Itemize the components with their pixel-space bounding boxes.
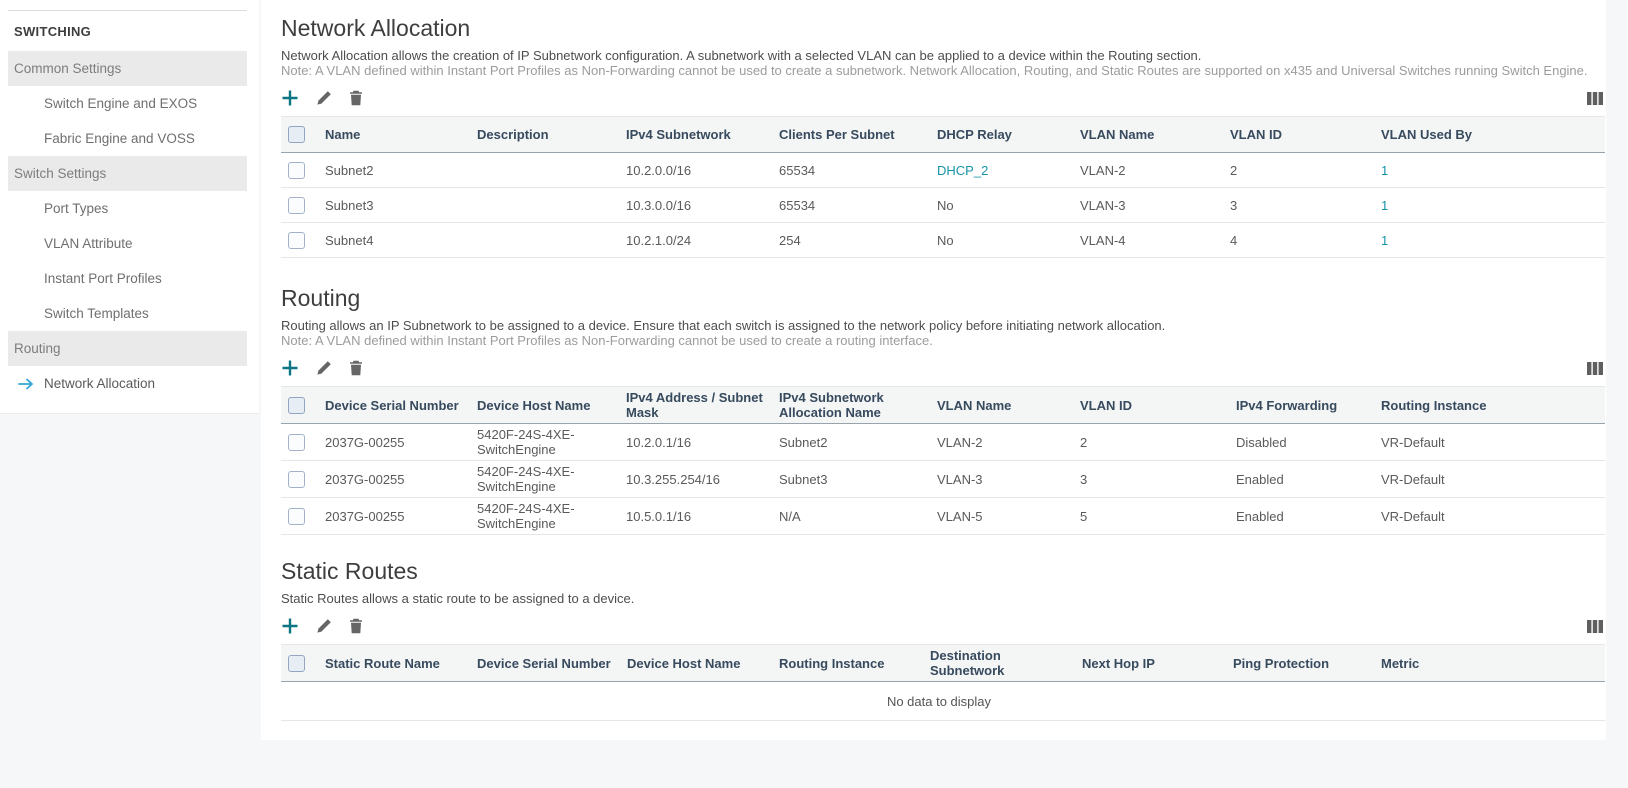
pencil-icon <box>316 90 332 106</box>
cell-vlan-id: 2 <box>1080 424 1236 461</box>
network-allocation-toolbar <box>281 86 1605 110</box>
column-header-ping-protection[interactable]: Ping Protection <box>1233 645 1381 682</box>
column-header-clients-per-subnet[interactable]: Clients Per Subnet <box>779 117 937 153</box>
trash-icon <box>349 618 363 634</box>
arrow-right-icon <box>18 378 34 390</box>
column-picker-button[interactable] <box>1587 620 1603 633</box>
select-all-checkbox[interactable] <box>288 655 305 672</box>
cell-ipv4-forwarding: Enabled <box>1236 461 1381 498</box>
column-header-vlan-name[interactable]: VLAN Name <box>1080 117 1230 153</box>
column-header-destination-subnetwork[interactable]: Destination Subnetwork <box>930 645 1082 682</box>
network-allocation-description: Network Allocation allows the creation of IP Subnetwork configuration. A subnetwork with a selected VLAN can be applied to a device within the Routing section. <box>281 48 1202 63</box>
table-row[interactable] <box>281 498 1605 535</box>
sidebar-item-vlan-attribute[interactable] <box>0 226 259 261</box>
cell-subnetwork-allocation: N/A <box>779 498 937 535</box>
sidebar-item-switch-engine-and-exos[interactable] <box>0 86 259 121</box>
columns-icon <box>1587 92 1603 105</box>
columns-icon <box>1587 362 1603 375</box>
cell-routing-instance: VR-Default <box>1381 461 1605 498</box>
static-routes-table <box>281 644 1605 721</box>
column-header-name[interactable]: Name <box>325 117 477 153</box>
cell-vlan-name: VLAN-4 <box>1080 223 1230 258</box>
table-row[interactable] <box>281 424 1605 461</box>
table-row[interactable] <box>281 223 1605 258</box>
select-all-checkbox[interactable] <box>288 397 305 414</box>
row-checkbox[interactable] <box>288 197 305 214</box>
vlan-used-by-link[interactable]: 1 <box>1381 197 1389 213</box>
edit-button[interactable] <box>316 90 332 106</box>
row-checkbox[interactable] <box>288 471 305 488</box>
empty-row <box>281 682 1605 721</box>
cell-ipv4-address: 10.5.0.1/16 <box>626 498 779 535</box>
cell-device-serial-number: 2037G-00255 <box>325 461 477 498</box>
column-header-device-host-name[interactable]: Device Host Name <box>627 645 779 682</box>
pencil-icon <box>316 618 332 634</box>
sidebar-item-label: Instant Port Profiles <box>44 271 162 286</box>
add-button[interactable] <box>281 89 299 107</box>
edit-button[interactable] <box>316 360 332 376</box>
column-header-ipv4-subnetwork[interactable]: IPv4 Subnetwork <box>626 117 779 153</box>
section-static-routes <box>281 557 1606 721</box>
table-row[interactable] <box>281 461 1605 498</box>
routing-description: Routing allows an IP Subnetwork to be assigned to a device. Ensure that each switch is assigned to the network policy before initiating network allocation. <box>281 318 1166 333</box>
column-header-ipv4-forwarding[interactable]: IPv4 Forwarding <box>1236 387 1381 424</box>
trash-icon <box>349 90 363 106</box>
column-header-routing-instance[interactable]: Routing Instance <box>1381 387 1605 424</box>
cell-clients-per-subnet: 65534 <box>779 153 937 188</box>
sidebar-item-label: Switch Settings <box>14 166 107 181</box>
cell-name: Subnet4 <box>325 223 477 258</box>
row-checkbox[interactable] <box>288 434 305 451</box>
cell-device-host-name: 5420F-24S-4XE-SwitchEngine <box>477 498 626 535</box>
cell-vlan-id: 5 <box>1080 498 1236 535</box>
plus-icon <box>281 617 299 635</box>
network-allocation-note: Note: A VLAN defined within Instant Port Profiles as Non-Forwarding cannot be used to create a subnetwork. Network Allocation, Routing, and Static Routes are supported on x435 and Universal Switches running Switch Engine. <box>281 63 1588 78</box>
static-routes-description: Static Routes allows a static route to be assigned to a device. <box>281 591 635 606</box>
cell-vlan-name: VLAN-3 <box>1080 188 1230 223</box>
sidebar <box>0 0 259 414</box>
cell-vlan-id: 3 <box>1230 188 1381 223</box>
network-allocation-table <box>281 116 1605 258</box>
trash-icon <box>349 360 363 376</box>
sidebar-item-common-settings[interactable] <box>8 51 247 86</box>
column-header-ipv4-address-subnet-mask[interactable]: IPv4 Address / Subnet Mask <box>626 387 779 424</box>
row-checkbox[interactable] <box>288 508 305 525</box>
table-header-row <box>281 645 1605 682</box>
column-header-vlan-id[interactable]: VLAN ID <box>1230 117 1381 153</box>
row-checkbox[interactable] <box>288 162 305 179</box>
edit-button[interactable] <box>316 618 332 634</box>
cell-device-host-name: 5420F-24S-4XE-SwitchEngine <box>477 461 626 498</box>
plus-icon <box>281 359 299 377</box>
cell-vlan-name: VLAN-2 <box>937 424 1080 461</box>
sidebar-item-label: Switch Templates <box>44 306 149 321</box>
sidebar-item-instant-port-profiles[interactable] <box>0 261 259 296</box>
cell-ipv4-subnetwork: 10.2.0.0/16 <box>626 153 779 188</box>
delete-button[interactable] <box>349 360 363 376</box>
plus-icon <box>281 89 299 107</box>
column-header-routing-instance[interactable]: Routing Instance <box>779 645 930 682</box>
sidebar-item-fabric-engine-and-voss[interactable] <box>0 121 259 156</box>
add-button[interactable] <box>281 617 299 635</box>
column-header-device-serial-number[interactable]: Device Serial Number <box>477 645 627 682</box>
routing-note: Note: A VLAN defined within Instant Port Profiles as Non-Forwarding cannot be used to create a routing interface. <box>281 333 933 348</box>
vlan-used-by-link[interactable]: 1 <box>1381 232 1389 248</box>
row-checkbox[interactable] <box>288 232 305 249</box>
cell-routing-instance: VR-Default <box>1381 498 1605 535</box>
cell-vlan-id: 3 <box>1080 461 1236 498</box>
sidebar-item-label: Common Settings <box>14 61 122 76</box>
cell-ipv4-forwarding: Disabled <box>1236 424 1381 461</box>
table-row[interactable] <box>281 188 1605 223</box>
select-all-checkbox[interactable] <box>288 126 305 143</box>
pencil-icon <box>316 360 332 376</box>
cell-ipv4-subnetwork: 10.3.0.0/16 <box>626 188 779 223</box>
section-network-allocation <box>281 14 1606 258</box>
routing-title: Routing <box>281 285 361 311</box>
cell-routing-instance: VR-Default <box>1381 424 1605 461</box>
cell-vlan-name: VLAN-2 <box>1080 153 1230 188</box>
sidebar-item-label: Port Types <box>44 201 109 216</box>
cell-name: Subnet3 <box>325 188 477 223</box>
cell-device-serial-number: 2037G-00255 <box>325 424 477 461</box>
sidebar-item-label: Network Allocation <box>44 376 156 391</box>
column-header-description[interactable]: Description <box>477 117 626 153</box>
routing-table <box>281 386 1605 535</box>
table-header-row <box>281 387 1605 424</box>
static-routes-toolbar <box>281 614 1605 638</box>
table-row[interactable] <box>281 153 1605 188</box>
cell-description <box>477 153 626 188</box>
delete-button[interactable] <box>349 618 363 634</box>
column-header-vlan-name[interactable]: VLAN Name <box>937 387 1080 424</box>
cell-vlan-id: 2 <box>1230 153 1381 188</box>
vlan-used-by-link[interactable]: 1 <box>1381 162 1389 178</box>
cell-device-host-name: 5420F-24S-4XE-SwitchEngine <box>477 424 626 461</box>
column-header-vlan-used-by[interactable]: VLAN Used By <box>1381 117 1605 153</box>
sidebar-item-network-allocation[interactable] <box>0 366 259 401</box>
columns-icon <box>1587 620 1603 633</box>
cell-dhcp-relay: No <box>937 223 1080 258</box>
cell-clients-per-subnet: 254 <box>779 223 937 258</box>
sidebar-item-label: Switch Engine and EXOS <box>44 96 198 111</box>
sidebar-item-routing[interactable] <box>8 331 247 366</box>
column-header-dhcp-relay[interactable]: DHCP Relay <box>937 117 1080 153</box>
sidebar-item-label: VLAN Attribute <box>44 236 133 251</box>
column-header-vlan-id[interactable]: VLAN ID <box>1080 387 1236 424</box>
cell-description <box>477 223 626 258</box>
cell-clients-per-subnet: 65534 <box>779 188 937 223</box>
column-header-device-serial-number[interactable]: Device Serial Number <box>325 387 477 424</box>
section-routing <box>281 284 1606 535</box>
cell-subnetwork-allocation: Subnet3 <box>779 461 937 498</box>
cell-ipv4-forwarding: Enabled <box>1236 498 1381 535</box>
column-header-ipv4-subnetwork-allocation-name[interactable]: IPv4 Subnetwork Allocation Name <box>779 387 937 424</box>
table-header-row <box>281 117 1605 153</box>
cell-ipv4-subnetwork: 10.2.1.0/24 <box>626 223 779 258</box>
column-header-device-host-name[interactable]: Device Host Name <box>477 387 626 424</box>
no-data-text: No data to display <box>281 682 1605 721</box>
cell-description <box>477 188 626 223</box>
sidebar-title: SWITCHING <box>14 24 92 39</box>
main-content <box>261 0 1606 740</box>
cell-vlan-id: 4 <box>1230 223 1381 258</box>
sidebar-item-switch-settings[interactable] <box>8 156 247 191</box>
routing-toolbar <box>281 356 1605 380</box>
column-picker-button[interactable] <box>1587 362 1603 375</box>
cell-name: Subnet2 <box>325 153 477 188</box>
static-routes-title: Static Routes <box>281 558 418 584</box>
sidebar-item-label: Routing <box>14 341 61 356</box>
sidebar-item-switch-templates[interactable] <box>0 296 259 331</box>
network-allocation-title: Network Allocation <box>281 15 471 41</box>
column-picker-button[interactable] <box>1587 92 1603 105</box>
cell-device-serial-number: 2037G-00255 <box>325 498 477 535</box>
dhcp-relay-link[interactable]: DHCP_2 <box>937 162 989 178</box>
cell-vlan-name: VLAN-5 <box>937 498 1080 535</box>
cell-dhcp-relay: No <box>937 188 1080 223</box>
column-header-next-hop-ip[interactable]: Next Hop IP <box>1082 645 1233 682</box>
column-header-static-route-name[interactable]: Static Route Name <box>325 645 477 682</box>
cell-ipv4-address: 10.3.255.254/16 <box>626 461 779 498</box>
sidebar-item-port-types[interactable] <box>0 191 259 226</box>
delete-button[interactable] <box>349 90 363 106</box>
add-button[interactable] <box>281 359 299 377</box>
cell-ipv4-address: 10.2.0.1/16 <box>626 424 779 461</box>
column-header-metric[interactable]: Metric <box>1381 645 1605 682</box>
cell-vlan-name: VLAN-3 <box>937 461 1080 498</box>
sidebar-item-label: Fabric Engine and VOSS <box>44 131 195 146</box>
cell-subnetwork-allocation: Subnet2 <box>779 424 937 461</box>
